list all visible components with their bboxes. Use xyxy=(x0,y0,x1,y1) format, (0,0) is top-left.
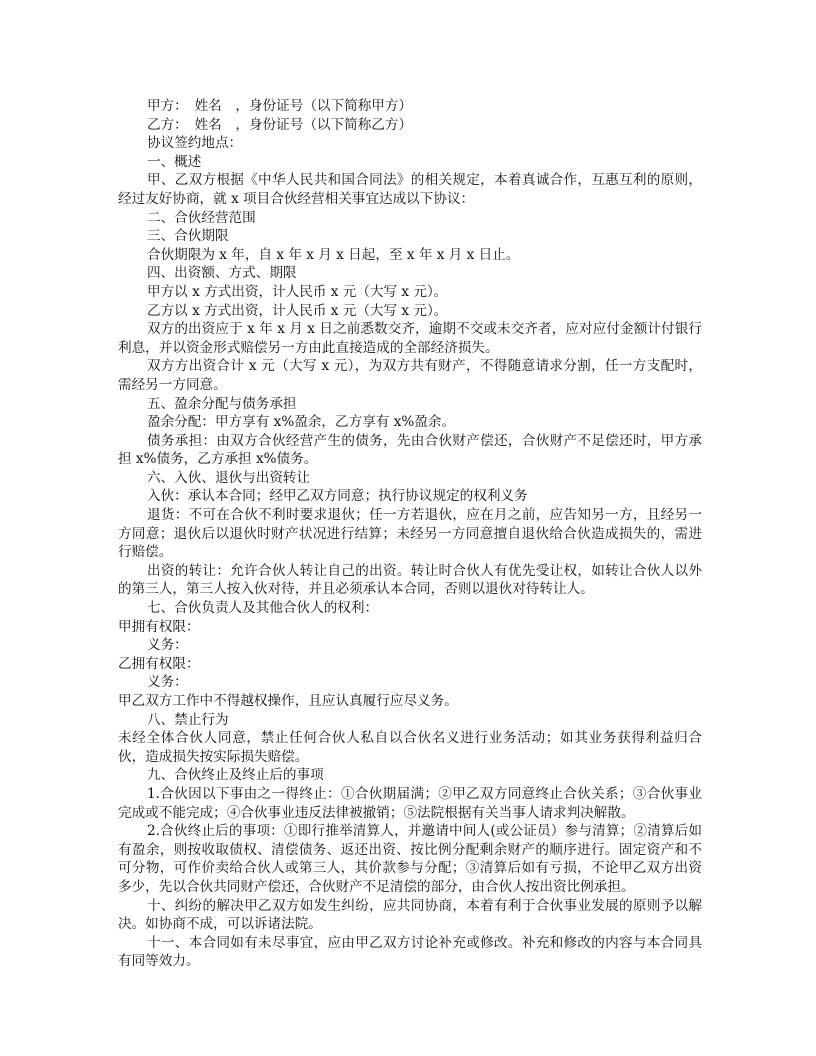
paragraph: 入伙：承认本合同；经甲乙双方同意；执行协议规定的权利义务 xyxy=(147,488,528,505)
contract-body xyxy=(118,97,702,971)
signing-location-line: 协议签约地点： xyxy=(147,135,243,152)
paragraph: 甲拥有权限： xyxy=(118,618,200,635)
section-heading: 七、合伙负责人及其他合伙人的权利： xyxy=(147,600,379,617)
paragraph: 甲、乙双方根据《中华人民共和国合同法》的相关规定，本着真诚合作，互惠互利的原则，经过友好协商，就 x 项目合伙经营相关事宜达成以下协议： xyxy=(118,172,702,207)
paragraph: 2.合伙终止后的事项：①即行推举清算人，并邀请中间人(或公证员）参与清算；②清算后如有盈余，则按收取债权、清偿债务、返还出资、按比例分配剩余财产的顺序进行。固定资产和不可分物，可作价卖给合伙人或第三人，其价款参与分配；③清算后如有亏损，不论甲乙双方出资多少，先以合伙共同财产偿还，合伙财产不足清偿的部分，由合伙人按出资比例承担。 xyxy=(118,823,702,895)
paragraph: 未经全体合伙人同意，禁止任何合伙人私自以合伙名义进行业务活动；如其业务获得利益归合伙，造成损失按实际损失赔偿。 xyxy=(118,730,702,765)
section-heading: 五、盈余分配与债务承担 xyxy=(147,395,297,412)
paragraph: 十、纠纷的解决甲乙双方如发生纠纷，应共同协商，本着有利于合伙事业发展的原则予以解决。如协商不成，可以诉诸法院。 xyxy=(118,897,702,933)
paragraph: 甲乙双方工作中不得越权操作，且应认真履行应尽义务。 xyxy=(118,693,458,709)
paragraph: 乙方以 x 方式出资，计人民币 x 元（大写 x 元）。 xyxy=(147,302,448,319)
section-heading: 三、合伙期限 xyxy=(147,228,229,245)
section-heading: 六、入伙、退伙与出资转让 xyxy=(147,469,311,486)
paragraph: 出资的转让：允许合伙人转让自己的出资。转让时合伙人有优先受让权，如转让合伙人以外的第三人，第三人按入伙对待，并且必须承认本合同，否则以退伙对待转让人。 xyxy=(118,562,702,598)
paragraph: 双方的出资应于 x 年 x 月 x 日之前悉数交齐，逾期不交或未交齐者，应对应付金额计付银行利息，并以资金形式赔偿另一方由此直接造成的全部经济损失。 xyxy=(118,321,702,356)
section-heading: 九、合伙终止及终止后的事项 xyxy=(147,767,324,784)
paragraph: 乙拥有权限： xyxy=(118,655,200,672)
paragraph: 十一、本合同如有未尽事宜，应由甲乙双方讨论补充或修改。补充和修改的内容与本合同具有同等效力。 xyxy=(118,934,702,970)
section-heading: 一、概述 xyxy=(147,153,202,170)
paragraph: 1.合伙因以下事由之一得终止：①合伙期届满；②甲乙双方同意终止合伙关系；③合伙事业完成或不能完成；④合伙事业违反法律被撤销；⑤法院根据有关当事人请求判决解散。 xyxy=(118,785,702,821)
paragraph: 合伙期限为 x 年，自 x 年 x 月 x 日起，至 x 年 x 月 x 日止。 xyxy=(147,246,520,263)
paragraph: 义务： xyxy=(147,674,188,691)
party-a-line: 甲方： 姓名 ，身份证号（以下简称甲方） xyxy=(147,98,413,114)
section-heading: 四、出资额、方式、期限 xyxy=(147,265,297,282)
paragraph: 债务承担：由双方合伙经营产生的债务，先由合伙财产偿还，合伙财产不足偿还时，甲方承担 x%债务，乙方承担 x%债务。 xyxy=(118,432,702,468)
paragraph: 双方方出资合计 x 元（大写 x 元），为双方共有财产，不得随意请求分割，任一方支配时，需经另一方同意。 xyxy=(118,358,702,393)
section-heading: 八、禁止行为 xyxy=(147,711,229,728)
paragraph: 盈余分配：甲方享有 x%盈余，乙方享有 x%盈余。 xyxy=(147,414,456,431)
party-b-line: 乙方： 姓名 ，身份证号（以下简称乙方） xyxy=(147,116,413,133)
paragraph: 退货：不可在合伙不利时要求退伙；任一方若退伙，应在月之前，应告知另一方，且经另一方同意；退伙后以退伙时财产状况进行结算；未经另一方同意擅自退伙给合伙造成损失的，需进行赔偿。 xyxy=(118,507,702,561)
paragraph: 义务： xyxy=(147,637,188,654)
section-heading: 二、合伙经营范围 xyxy=(147,209,256,226)
paragraph: 甲方以 x 方式出资，计人民币 x 元（大写 x 元）。 xyxy=(147,283,448,300)
